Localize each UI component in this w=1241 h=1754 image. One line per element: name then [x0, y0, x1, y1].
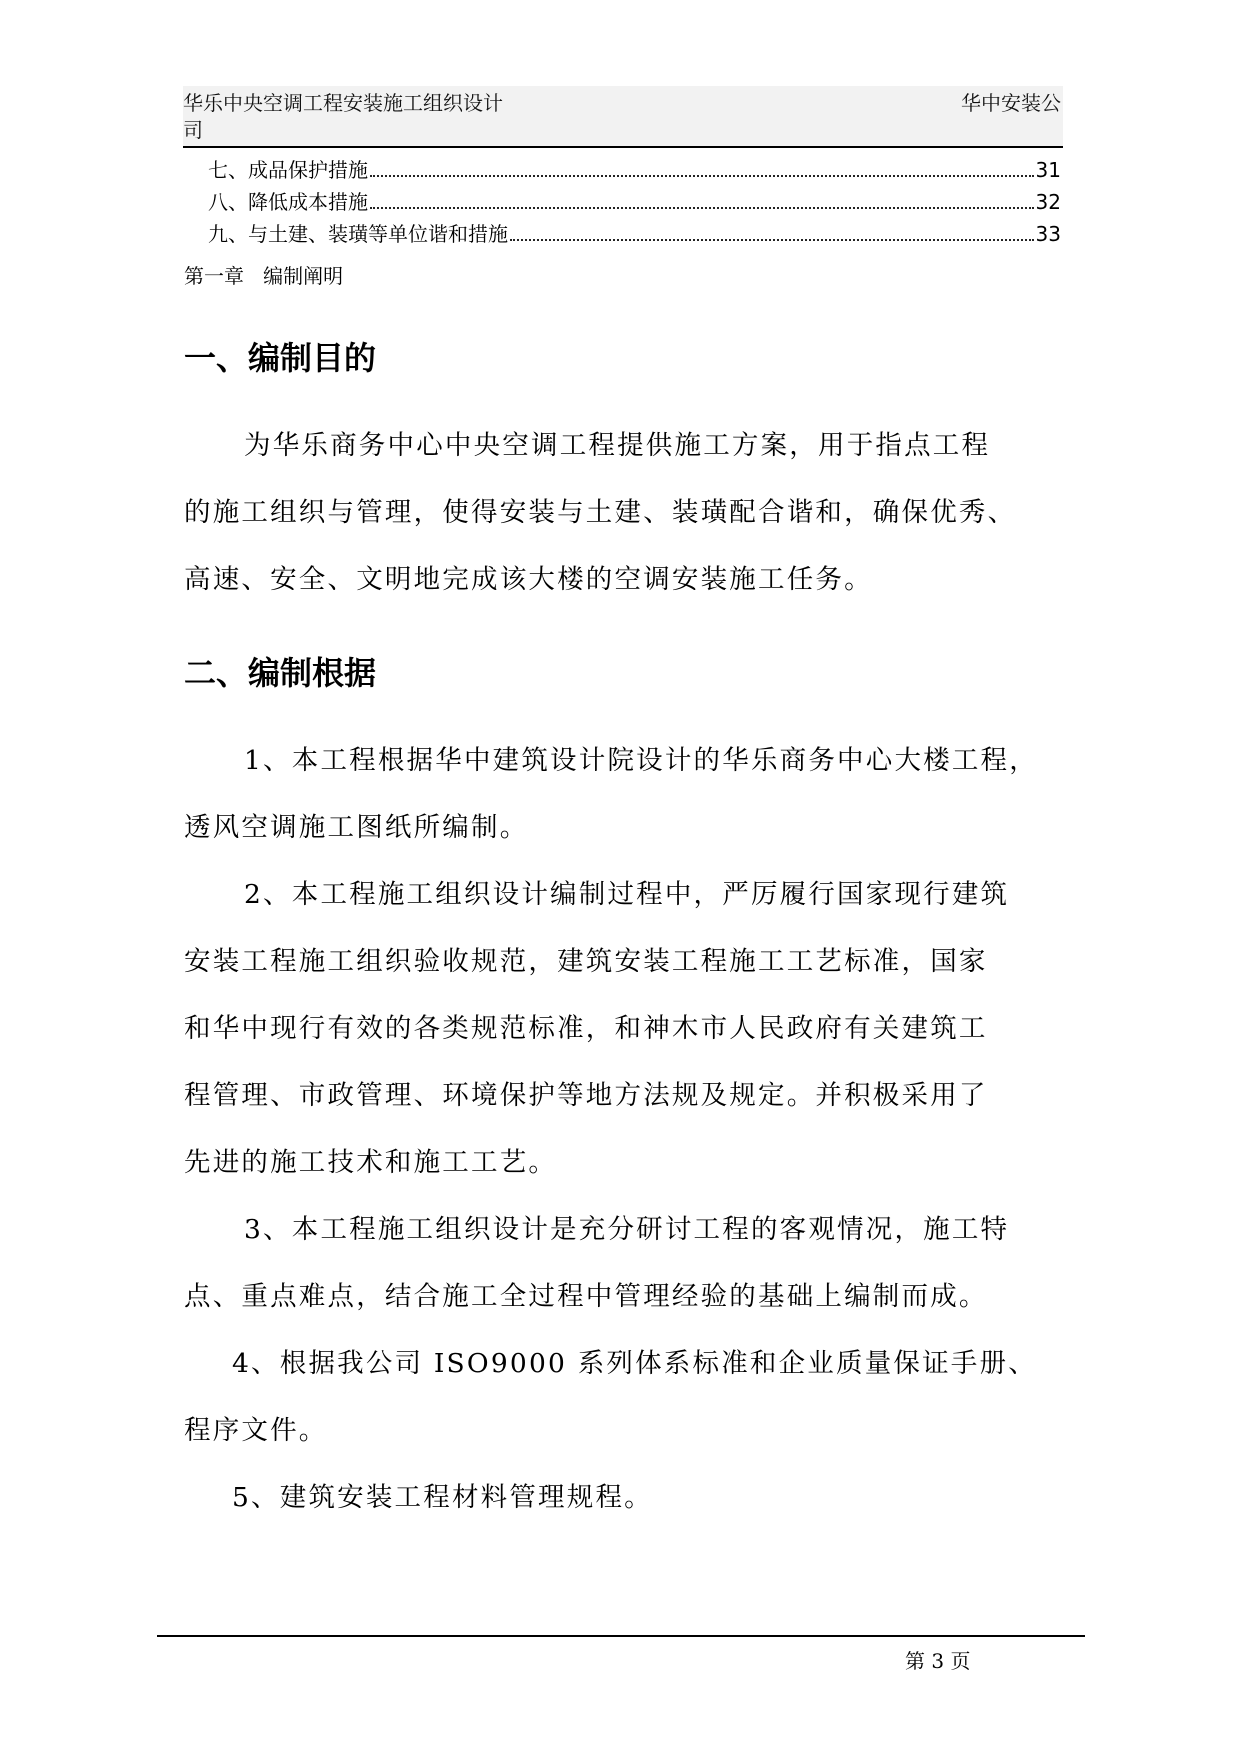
toc-entry-label: 八、降低成本措施: [208, 190, 368, 214]
toc-entry[interactable]: [208, 218, 1061, 250]
paragraph-line: 5、建筑安装工程材料管理规程。: [232, 1482, 653, 1513]
paragraph: [184, 727, 1084, 861]
section-title-purpose: 一、编制目的: [184, 339, 377, 377]
toc-dot-leader: [370, 207, 1034, 209]
paragraph: [184, 1464, 1084, 1531]
footer-rule: [157, 1635, 1085, 1637]
paragraph: [184, 861, 1084, 1196]
paragraph-line: 2、本工程施工组织设计编制过程中，严厉履行国家现行建筑: [244, 879, 1010, 910]
toc-entry-label: 九、与土建、装璜等单位谐和措施: [208, 222, 508, 246]
page-header: [183, 86, 1063, 148]
paragraph: [184, 412, 1084, 613]
chapter-title: 第一章 编制阐明: [184, 264, 344, 288]
paragraph-line: 点、重点难点，结合施工全过程中管理经验的基础上编制而成。: [184, 1281, 988, 1312]
company-name-wrap: 司: [183, 118, 203, 142]
company-name: 华中安装公: [961, 91, 1061, 115]
paragraph-line: 的施工组织与管理，使得安装与土建、装璜配合谐和，确保优秀、: [184, 497, 1017, 528]
toc-dot-leader: [370, 175, 1034, 177]
paragraph-line: 1、本工程根据华中建筑设计院设计的华乐商务中心大楼工程，: [244, 745, 1038, 776]
paragraph-line: 先进的施工技术和施工工艺。: [184, 1147, 558, 1178]
page-number: 第 3 页: [905, 1649, 971, 1673]
paragraph: [184, 1196, 1084, 1330]
paragraph-line: 高速、安全、文明地完成该大楼的空调安装施工任务。: [184, 564, 873, 595]
toc-entry-page: 33: [1035, 222, 1061, 246]
section-title-basis: 二、编制根据: [184, 654, 377, 692]
toc-entry-page: 31: [1035, 158, 1061, 182]
toc-entry-label: 七、成品保护措施: [208, 158, 368, 182]
paragraph-line: 为华乐商务中心中央空调工程提供施工方案，用于指点工程: [244, 430, 991, 461]
table-of-contents: [208, 154, 1061, 250]
paragraph-line: 程序文件。: [184, 1415, 328, 1446]
paragraph: [184, 1330, 1084, 1464]
paragraph-line: 4、根据我公司 ISO9000 系列体系标准和企业质量保证手册、: [232, 1348, 1037, 1379]
toc-entry[interactable]: [208, 154, 1061, 186]
document-title: 华乐中央空调工程安装施工组织设计: [183, 91, 503, 115]
paragraph-line: 3、本工程施工组织设计是充分研讨工程的客观情况，施工特: [244, 1214, 1010, 1245]
paragraph-line: 和华中现行有效的各类规范标准，和神木市人民政府有关建筑工: [184, 1013, 988, 1044]
paragraph-line: 透风空调施工图纸所编制。: [184, 812, 529, 843]
paragraph-line: 程管理、市政管理、环境保护等地方法规及规定。并积极采用了: [184, 1080, 988, 1111]
paragraph-line: 安装工程施工组织验收规范，建筑安装工程施工工艺标准，国家: [184, 946, 988, 977]
toc-dot-leader: [510, 239, 1034, 241]
toc-entry[interactable]: [208, 186, 1061, 218]
toc-entry-page: 32: [1035, 190, 1061, 214]
